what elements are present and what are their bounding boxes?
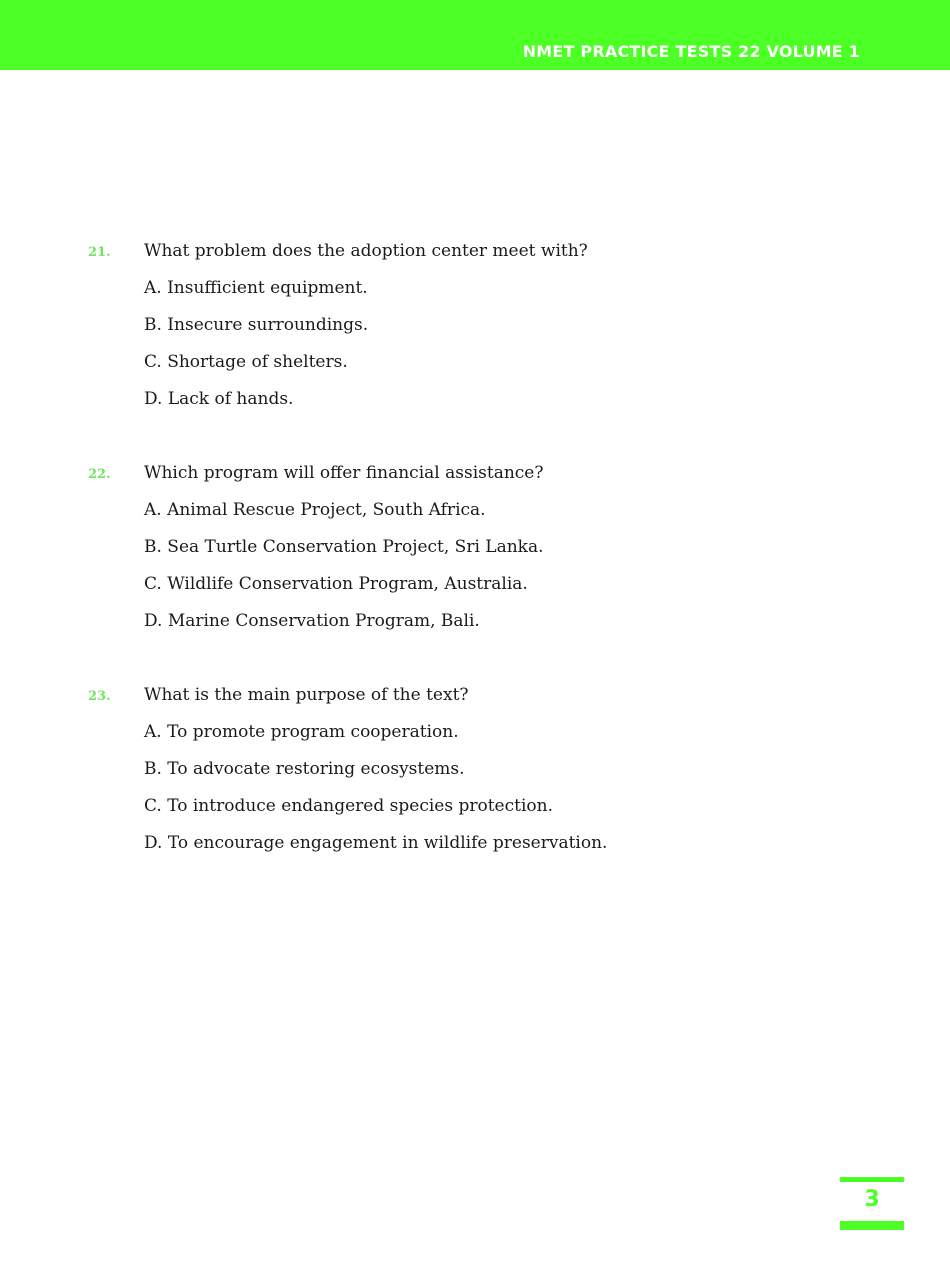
option-a (0, 273, 950, 310)
option-c (0, 347, 950, 384)
page-rule-top (840, 1177, 904, 1182)
option-text: B. To advocate restoring ecosystems. (144, 759, 465, 779)
option-b (0, 310, 950, 347)
option-text: D. Marine Conservation Program, Bali. (144, 611, 480, 631)
option-text: D. To encourage engagement in wildlife preservation. (144, 833, 608, 853)
option-text: A. Animal Rescue Project, South Africa. (144, 500, 486, 520)
page-rule-bottom (840, 1221, 904, 1230)
question-number: 22. (88, 467, 111, 482)
option-b (0, 754, 950, 791)
option-a (0, 717, 950, 754)
question-23 (0, 680, 950, 865)
header-bar (0, 0, 950, 70)
option-b (0, 532, 950, 569)
question-text: What is the main purpose of the text? (144, 685, 469, 705)
option-text: B. Sea Turtle Conservation Project, Sri Lanka. (144, 537, 544, 557)
question-22 (0, 458, 950, 643)
option-c (0, 791, 950, 828)
question-stem (0, 236, 950, 273)
option-text: C. Wildlife Conservation Program, Australia. (144, 574, 528, 594)
page-number-box (840, 1177, 904, 1230)
question-stem (0, 458, 950, 495)
question-text: Which program will offer financial assistance? (144, 463, 544, 483)
question-21 (0, 236, 950, 421)
question-number: 23. (88, 689, 111, 704)
option-text: A. To promote program cooperation. (144, 722, 459, 742)
option-d (0, 606, 950, 643)
option-text: C. To introduce endangered species protection. (144, 796, 553, 816)
question-number: 21. (88, 245, 111, 260)
question-text: What problem does the adoption center meet with? (144, 241, 588, 261)
option-c (0, 569, 950, 606)
page-number: 3 (864, 1187, 880, 1212)
question-stem (0, 680, 950, 717)
option-d (0, 384, 950, 421)
option-text: D. Lack of hands. (144, 389, 294, 409)
option-d (0, 828, 950, 865)
option-text: A. Insufficient equipment. (144, 278, 368, 298)
option-a (0, 495, 950, 532)
option-text: C. Shortage of shelters. (144, 352, 348, 372)
question-list (0, 236, 950, 902)
header-title: NMET PRACTICE TESTS 22 VOLUME 1 (522, 42, 860, 61)
option-text: B. Insecure surroundings. (144, 315, 369, 335)
